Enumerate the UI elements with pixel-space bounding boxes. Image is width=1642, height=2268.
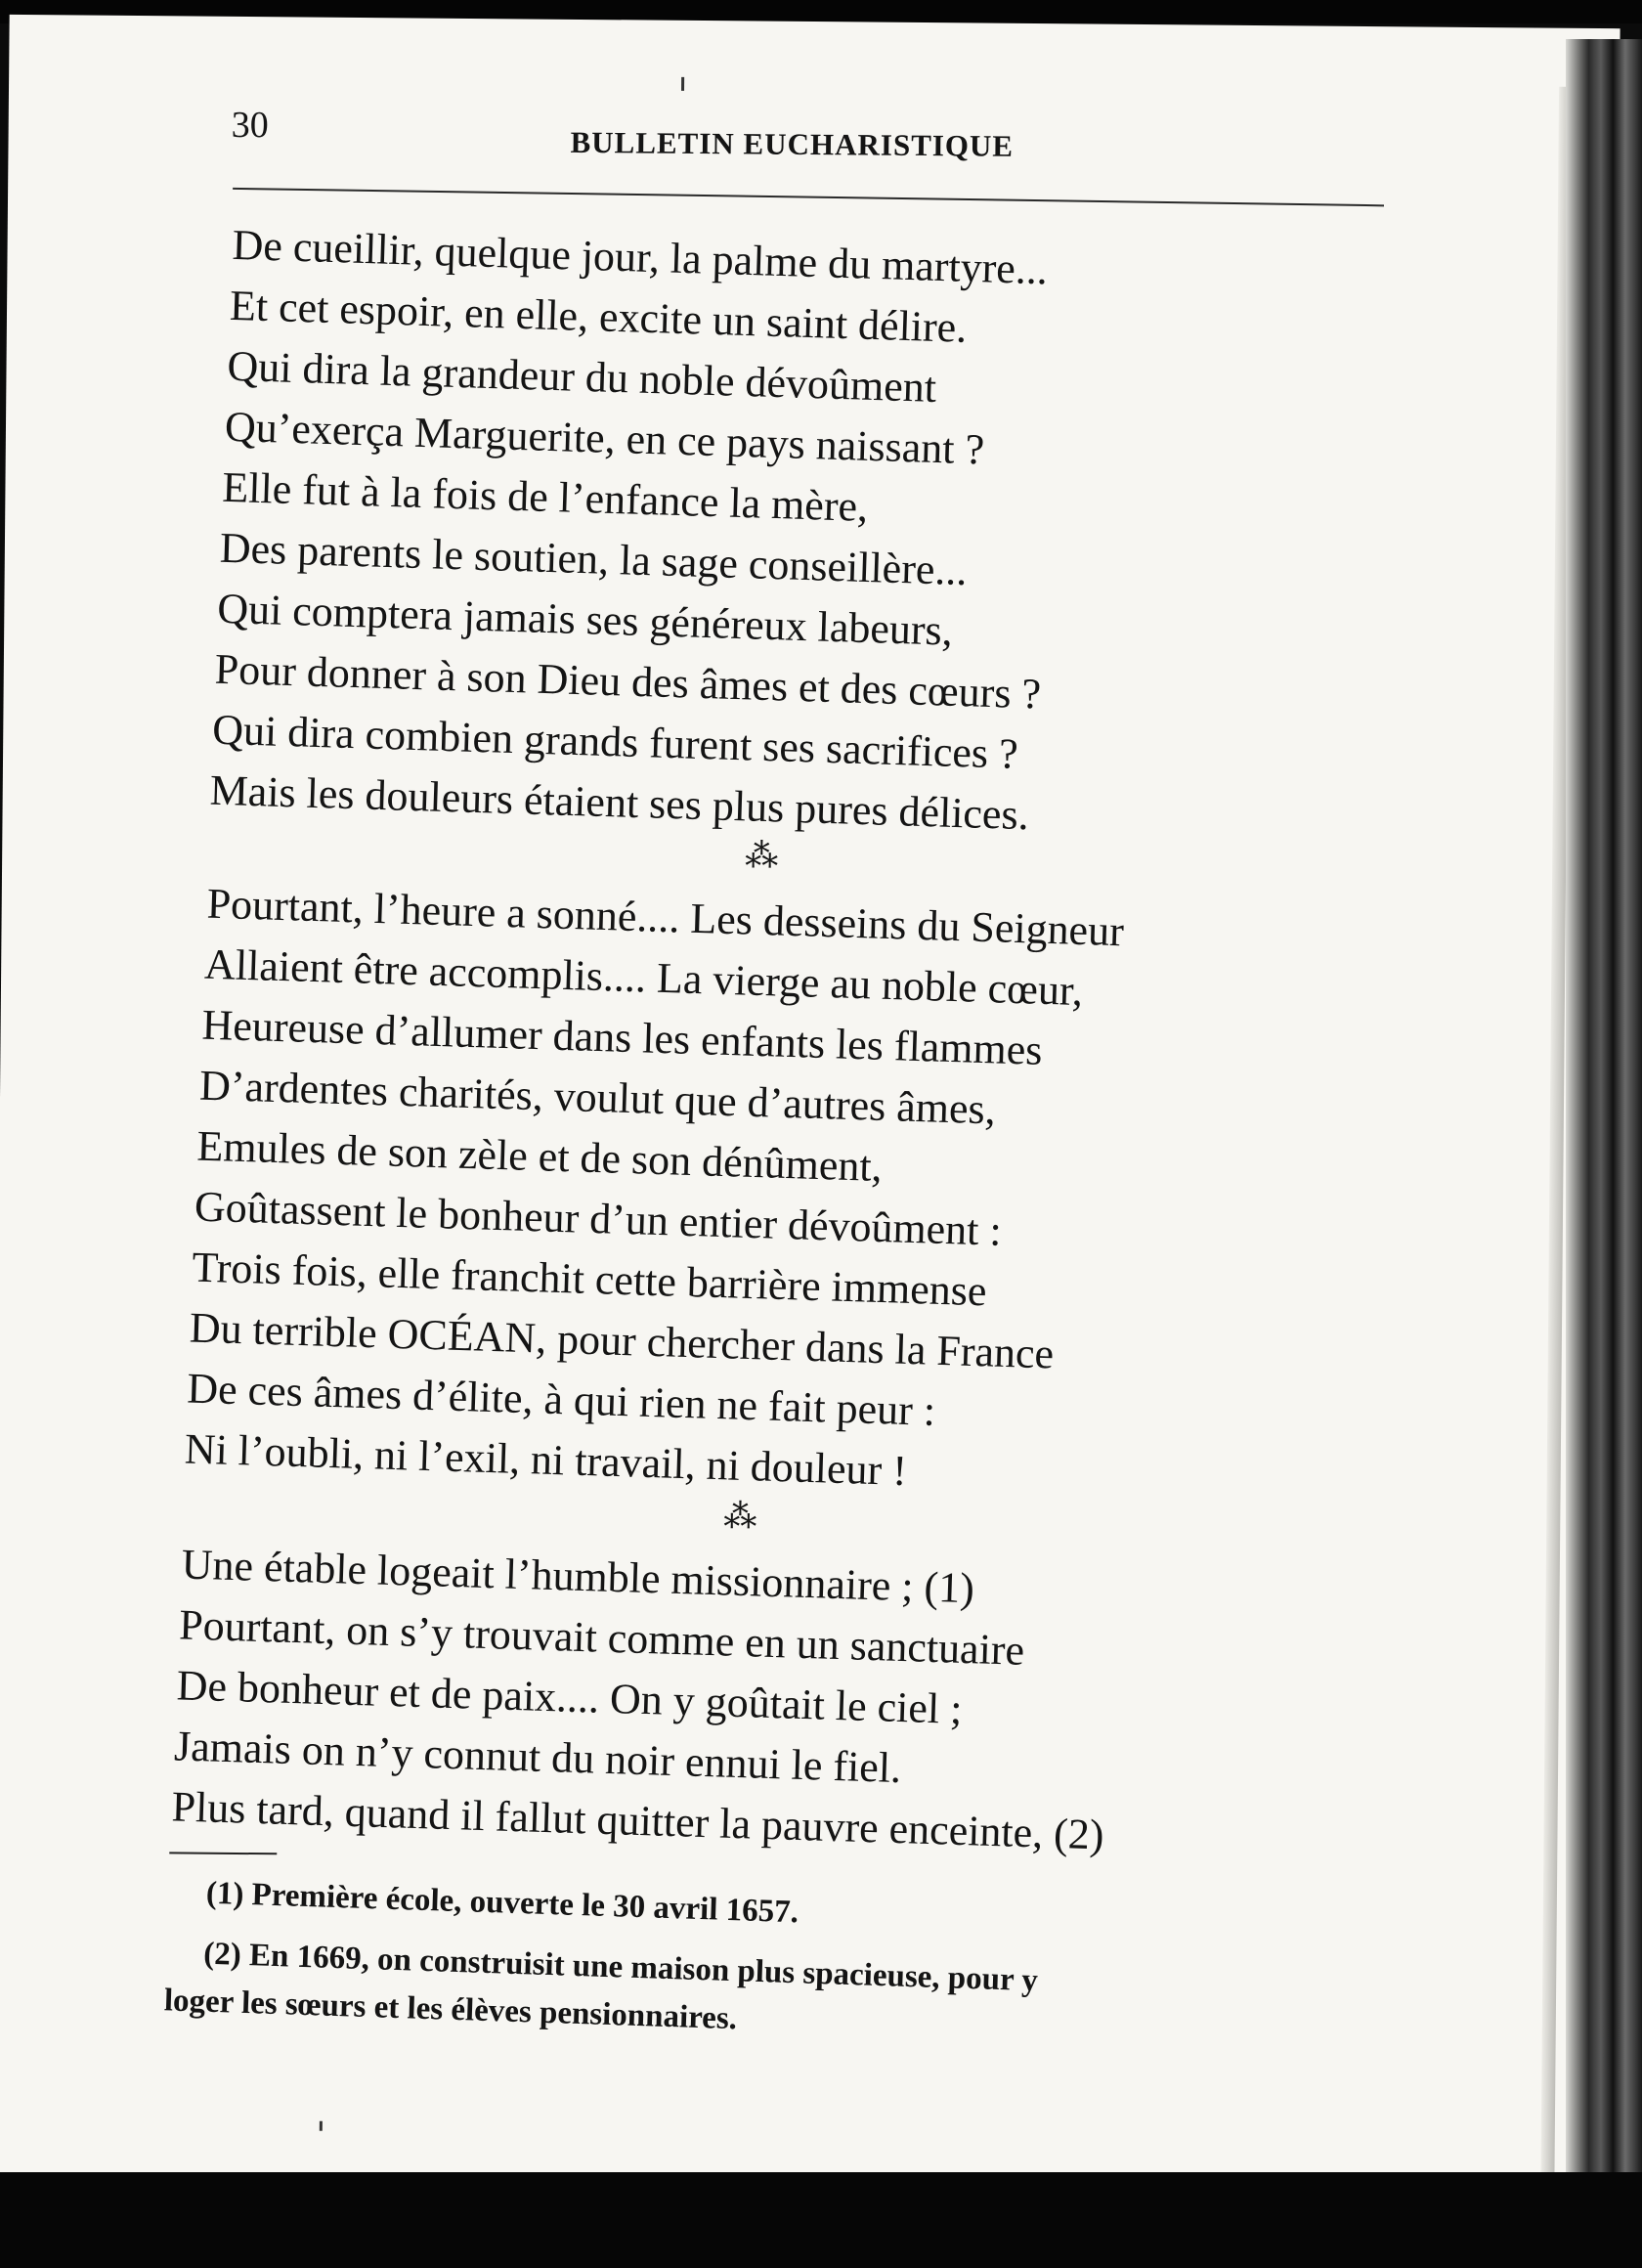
book-spine	[1566, 39, 1642, 2172]
verse-line: Trois fois, elle franchit cette barrière immense	[191, 1243, 988, 1316]
stanza-separator: ⁂	[745, 838, 781, 875]
verse-line: Pourtant, l’heure a sonné.... Les desseins du Seigneur	[206, 879, 1125, 956]
footnote-continuation: loger les sœurs et les élèves pensionnaires.	[163, 1983, 738, 2037]
verse-line: Qui dira la grandeur du noble dévoûment	[226, 341, 937, 412]
verse-line: Qui dira combien grands furent ses sacrifices ?	[211, 705, 1019, 778]
verse-line: De ces âmes d’élite, à qui rien ne fait peur :	[186, 1364, 936, 1435]
verse-line: Mais les douleurs étaient ses plus pures délices.	[209, 765, 1030, 840]
verse-line: De bonheur et de paix.... On y goûtait le ciel ;	[176, 1661, 964, 1733]
book-page	[0, 15, 1620, 2189]
verse-line: Jamais on n’y connut du noir ennui le fiel.	[173, 1722, 902, 1793]
verse-line: De cueillir, quelque jour, la palme du martyre...	[231, 220, 1049, 294]
verse-line: Des parents le soutien, la sage conseillère...	[219, 523, 969, 595]
stanza-separator: ⁂	[723, 1499, 759, 1536]
verse-line: D’ardentes charités, voulut que d’autres âmes,	[198, 1061, 997, 1134]
verse-line: Ni l’oubli, ni l’exil, ni travail, ni douleur !	[184, 1424, 908, 1496]
page-number: 30	[231, 104, 269, 147]
verse-line: Plus tard, quand il fallut quitter la pauvre enceinte, (2)	[170, 1782, 1105, 1859]
scan-bottom-border	[0, 2172, 1642, 2268]
verse-line: Allaient être accomplis.... La vierge au noble cœur,	[203, 939, 1084, 1016]
verse-line: Du terrible OCÉAN, pour chercher dans la France	[189, 1303, 1055, 1378]
print-speck	[681, 77, 684, 91]
footnote: (2) En 1669, on construisit une maison plus spacieuse, pour y	[202, 1936, 1039, 1999]
verse-line: Emules de son zèle et de son dénûment,	[195, 1121, 884, 1191]
verse-line: Heureuse d’allumer dans les enfants les flammes	[200, 1000, 1044, 1074]
verse-line: Pour donner à son Dieu des âmes et des cœurs ?	[214, 644, 1042, 719]
verse-line: Une étable logeait l’humble missionnaire ; (1)	[181, 1540, 975, 1613]
print-speck	[320, 2121, 323, 2131]
verse-line: Et cet espoir, en elle, excite un saint délire.	[229, 281, 968, 352]
verse-line: Qui comptera jamais ses généreux labeurs,	[216, 584, 954, 655]
verse-line: Elle fut à la fois de l’enfance la mère,	[221, 462, 869, 531]
verse-line: Goûtassent le bonheur d’un entier dévoûment :	[194, 1182, 1003, 1255]
verse-line: Pourtant, on s’y trouvait comme en un sanctuaire	[178, 1600, 1025, 1675]
footnote: (1) Première école, ouverte le 30 avril 1657.	[205, 1875, 799, 1931]
verse-line: Qu’exerça Marguerite, en ce pays naissant ?	[224, 402, 985, 474]
running-head: BULLETIN EUCHARISTIQUE	[570, 124, 1015, 163]
